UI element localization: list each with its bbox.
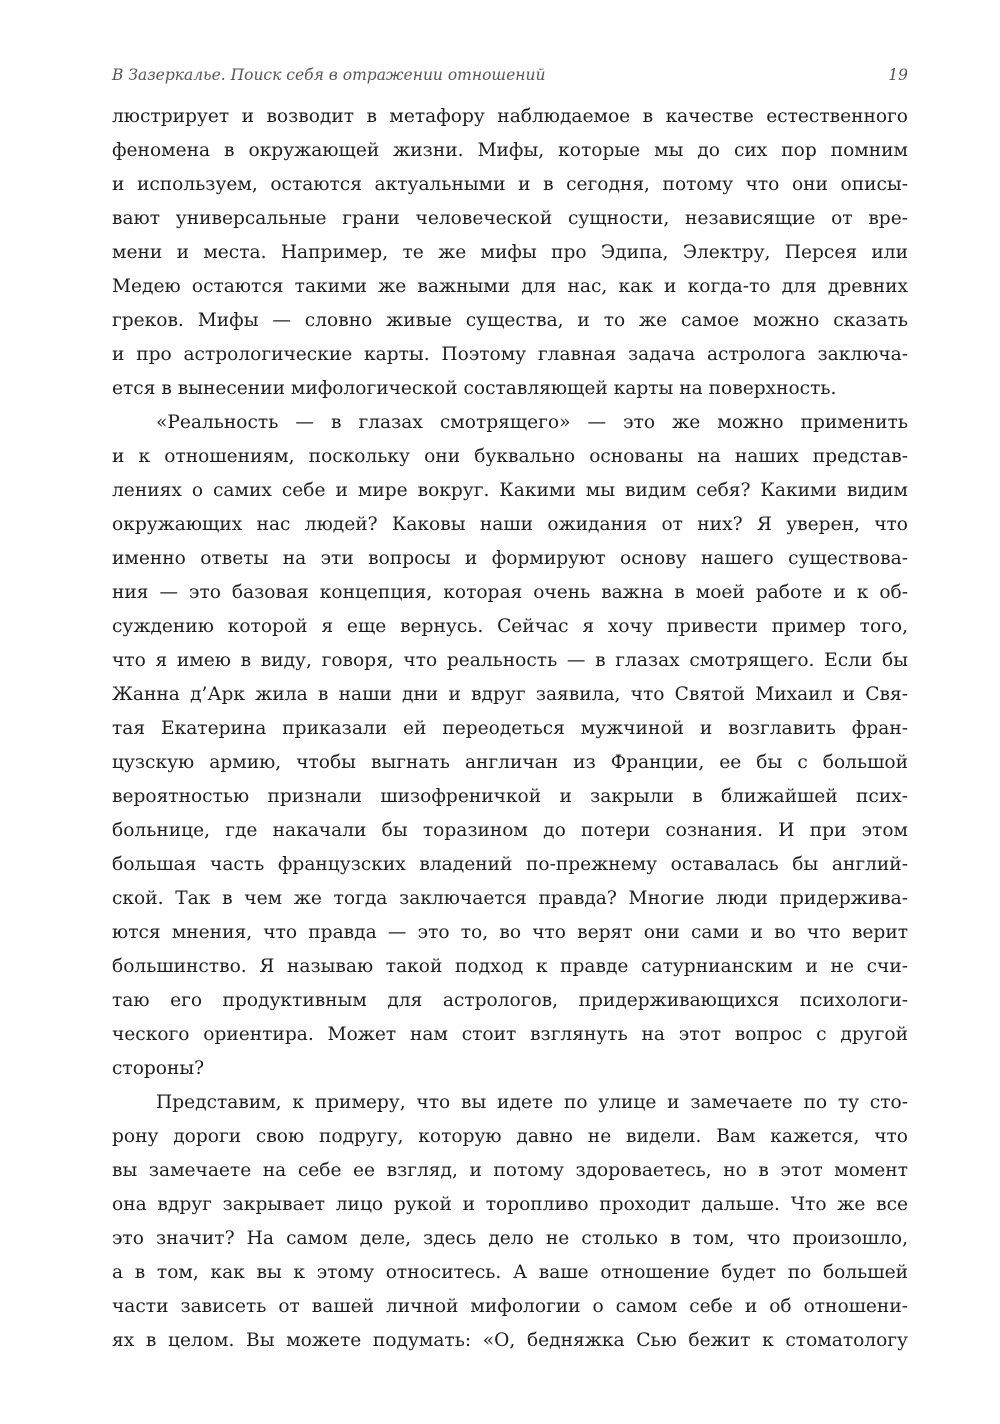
- text-line: вероятностью признали шизофреничкой и закрыли в ближайшей псих-: [112, 786, 908, 807]
- text-line: Жанна д’Арк жила в наши дни и вдруг заявила, что Святой Михаил и Свя-: [112, 684, 908, 705]
- text-line: цузскую армию, чтобы выгнать англичан из Франции, ее бы с большой: [112, 752, 908, 773]
- text-line: мени и места. Например, те же мифы про Эдипа, Электру, Персея или: [112, 242, 908, 263]
- text-line: ется в вынесении мифологической составляющей карты на поверхность.: [112, 378, 837, 399]
- body-text: [112, 100, 908, 1358]
- text-line: ются мнения, что правда — это то, во что верят они сами и во что верит: [112, 922, 908, 943]
- text-line: а в том, как вы к этому относитесь. А ваше отношение будет по большей: [112, 1262, 908, 1283]
- text-line: вы замечаете на себе ее взгляд, и потому здороваетесь, но в этот момент: [112, 1160, 908, 1181]
- text-line: части зависеть от вашей личной мифологии о самом себе и об отношени-: [112, 1296, 908, 1317]
- text-line: люстрирует и возводит в метафору наблюдаемое в качестве естественного: [112, 106, 908, 127]
- paragraph: [112, 406, 908, 1086]
- text-line: ях в целом. Вы можете подумать: «О, бедняжка Сью бежит к стоматологу: [112, 1330, 908, 1351]
- text-line: это значит? На самом деле, здесь дело не столько в том, что произошло,: [112, 1228, 908, 1249]
- text-line: большинство. Я называю такой подход к правде сатурнианским и не счи-: [112, 956, 908, 977]
- text-line: лениях о самих себе и мире вокруг. Какими мы видим себя? Какими видим: [112, 480, 908, 501]
- text-line: больнице, где накачали бы торазином до потери сознания. И при этом: [112, 820, 908, 841]
- text-line: ния — это базовая концепция, которая очень важна в моей работе и к об-: [112, 582, 908, 603]
- text-line: тая Екатерина приказали ей переодеться мужчиной и возглавить фран-: [112, 718, 908, 739]
- text-line: рону дороги свою подругу, которую давно не видели. Вам кажется, что: [112, 1126, 908, 1147]
- text-line: и к отношениям, поскольку они буквально основаны на наших представ-: [112, 446, 908, 467]
- text-line: и используем, остаются актуальными и в сегодня, потому что они описы-: [112, 174, 908, 195]
- text-line: феномена в окружающей жизни. Мифы, которые мы до сих пор помним: [112, 140, 908, 161]
- text-line: суждению которой я еще вернусь. Сейчас я хочу привести пример того,: [112, 616, 908, 637]
- running-head: [112, 60, 908, 90]
- text-line: греков. Мифы — словно живые существа, и то же самое можно сказать: [112, 310, 908, 331]
- text-line: вают универсальные грани человеческой сущности, независящие от вре-: [112, 208, 908, 229]
- text-line: ской. Так в чем же тогда заключается правда? Многие люди придержива-: [112, 888, 908, 909]
- text-line: она вдруг закрывает лицо рукой и торопливо проходит дальше. Что же все: [112, 1194, 908, 1215]
- text-line: Представим, к примеру, что вы идете по улице и замечаете по ту сто-: [156, 1092, 908, 1113]
- running-title: В Зазеркалье. Поиск себя в отражении отношений: [112, 66, 546, 84]
- text-line: стороны?: [112, 1058, 205, 1079]
- text-line: именно ответы на эти вопросы и формируют основу нашего существова-: [112, 548, 908, 569]
- text-line: ческого ориентира. Может нам стоит взглянуть на этот вопрос с другой: [112, 1024, 908, 1045]
- text-line: и про астрологические карты. Поэтому главная задача астролога заключа-: [112, 344, 908, 365]
- paragraph: [112, 1086, 908, 1358]
- text-line: большая часть французских владений по-прежнему оставалась бы англий-: [112, 854, 908, 875]
- text-line: «Реальность — в глазах смотрящего» — это же можно применить: [156, 412, 908, 433]
- text-line: окружающих нас людей? Каковы наши ожидания от них? Я уверен, что: [112, 514, 908, 535]
- text-line: что я имею в виду, говоря, что реальность — в глазах смотрящего. Если бы: [112, 650, 908, 671]
- paragraph: [112, 100, 908, 406]
- text-line: Медею остаются такими же важными для нас, как и когда-то для древних: [112, 276, 908, 297]
- page-number: 19: [888, 66, 908, 84]
- text-line: таю его продуктивным для астрологов, придерживающихся психологи-: [112, 990, 908, 1011]
